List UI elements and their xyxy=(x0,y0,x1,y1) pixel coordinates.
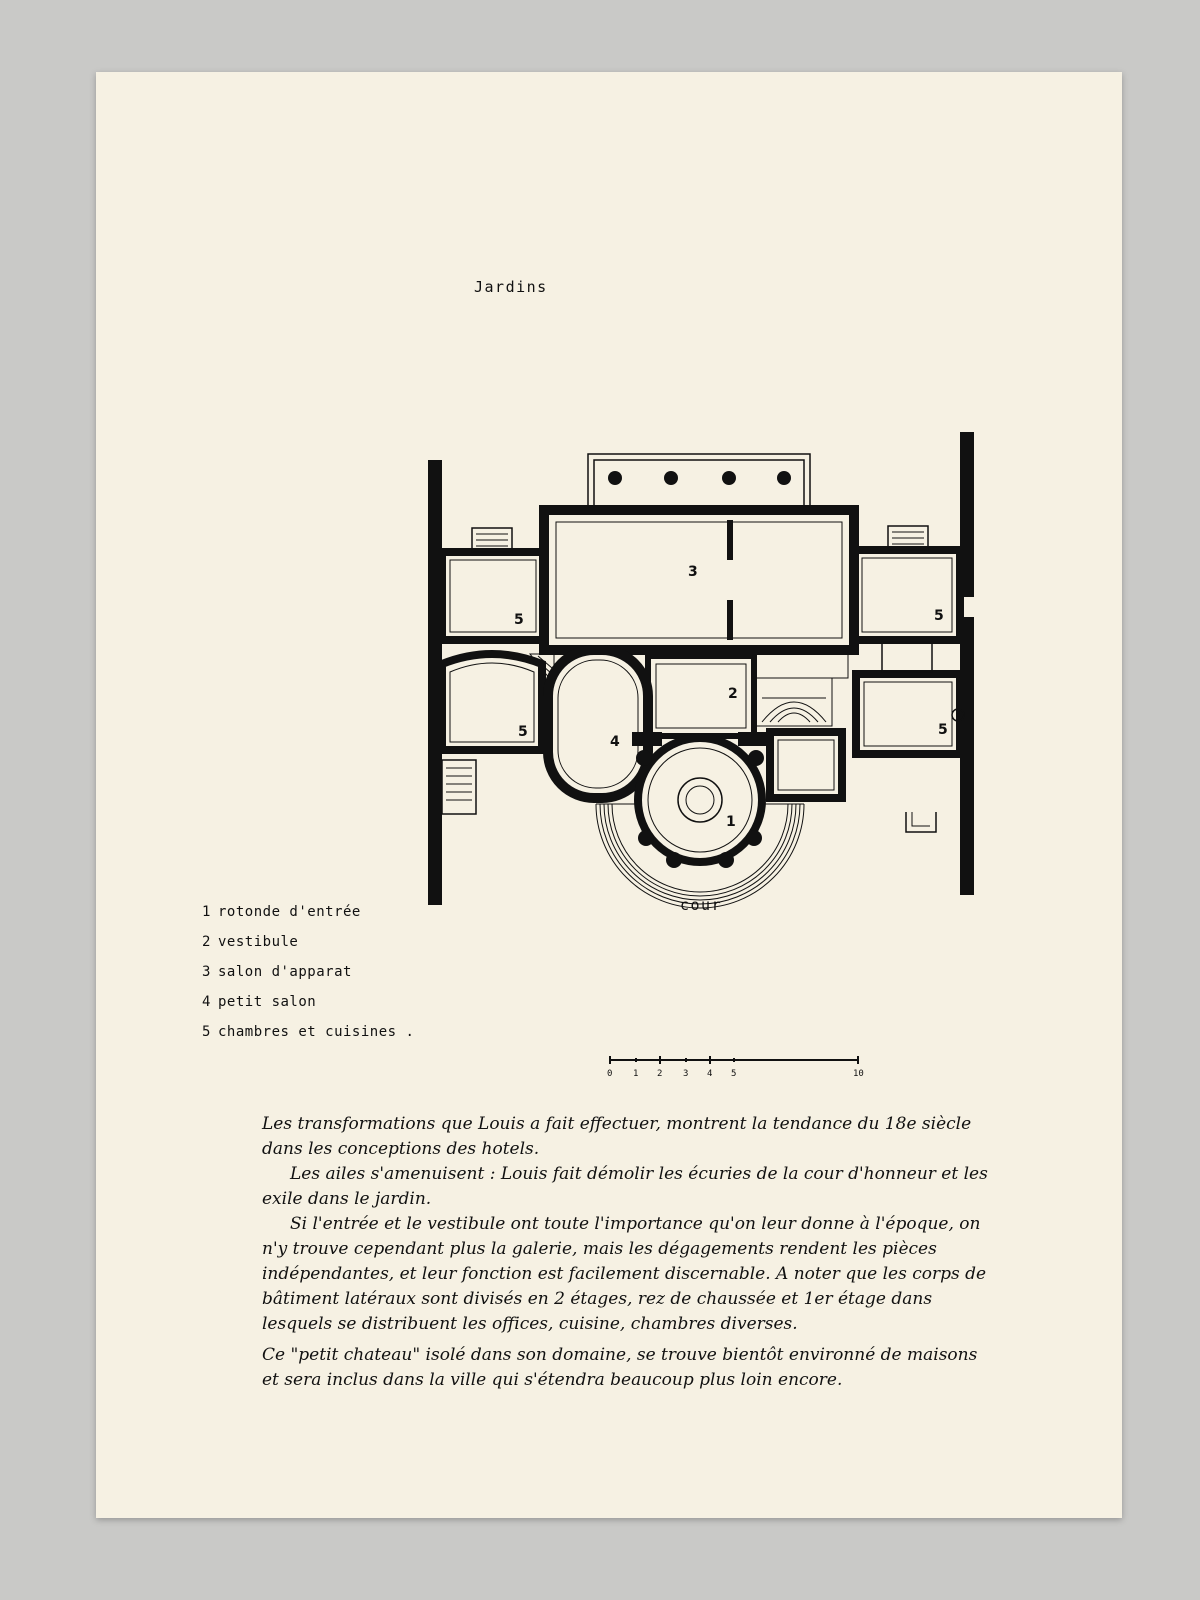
room-number-4: 4 xyxy=(610,734,620,750)
paragraph: Les ailes s'amenuisent : Louis fait démolir les écuries de la cour d'honneur et les exile dans le jardin. xyxy=(262,1164,988,1209)
room-number-3: 3 xyxy=(688,564,698,580)
legend-item: 3 salon d'apparat xyxy=(202,964,352,980)
scale-tick-label: 2 xyxy=(657,1069,663,1079)
scale-tick-label: 5 xyxy=(731,1069,737,1079)
floor-plan xyxy=(426,432,986,922)
scale-tick-label: 3 xyxy=(683,1069,689,1079)
column xyxy=(608,471,622,485)
room-number-5: 5 xyxy=(518,724,528,740)
rotunda xyxy=(638,738,762,862)
scale-tick-label: 4 xyxy=(707,1069,713,1079)
paragraph: Si l'entrée et le vestibule ont toute l'importance qu'on leur donne à l'époque, on n'y trouve cependant plus la galerie, mais les dégagements rendent les pièces indépendantes, et leur fonction est facilement discernable. A noter que les corps de bâtiment latéraux sont divisés en 2 étages, rez de chaussée et 1er étage dans lesquels se distribuent les offices, cuisine, chambres diverses. xyxy=(262,1214,987,1334)
paper-sheet xyxy=(96,72,1122,1518)
legend-item: 4 petit salon xyxy=(202,994,317,1010)
gardens-label: Jardins xyxy=(474,278,548,296)
column xyxy=(722,471,736,485)
scale-bar xyxy=(606,1054,876,1080)
room-number-2: 2 xyxy=(728,686,738,702)
legend-item: 2 vestibule xyxy=(202,934,299,950)
scale-tick-label: 1 xyxy=(633,1069,639,1079)
room-number-5: 5 xyxy=(514,612,524,628)
paragraph: Ce "petit chateau" isolé dans son domaine, se trouve bientôt environné de maisons et sera inclus dans la ville qui s'étendra beaucoup plus loin encore. xyxy=(262,1345,978,1390)
room-number-1: 1 xyxy=(726,814,736,830)
legend xyxy=(202,904,414,1054)
handwritten-text xyxy=(262,1112,988,1393)
legend-item: 5 chambres et cuisines . xyxy=(202,1024,415,1040)
scale-tick-label: 0 xyxy=(607,1069,613,1079)
courtyard-label: cour xyxy=(680,896,723,914)
room-number-5: 5 xyxy=(934,608,944,624)
paragraph: Les transformations que Louis a fait effectuer, montrent la tendance du 18e siècle dans les conceptions des hotels. xyxy=(262,1114,972,1159)
scale-tick-label: 10 xyxy=(853,1069,864,1079)
room-number-5: 5 xyxy=(938,722,948,738)
legend-item: 1 rotonde d'entrée xyxy=(202,904,361,920)
column xyxy=(664,471,678,485)
column xyxy=(777,471,791,485)
